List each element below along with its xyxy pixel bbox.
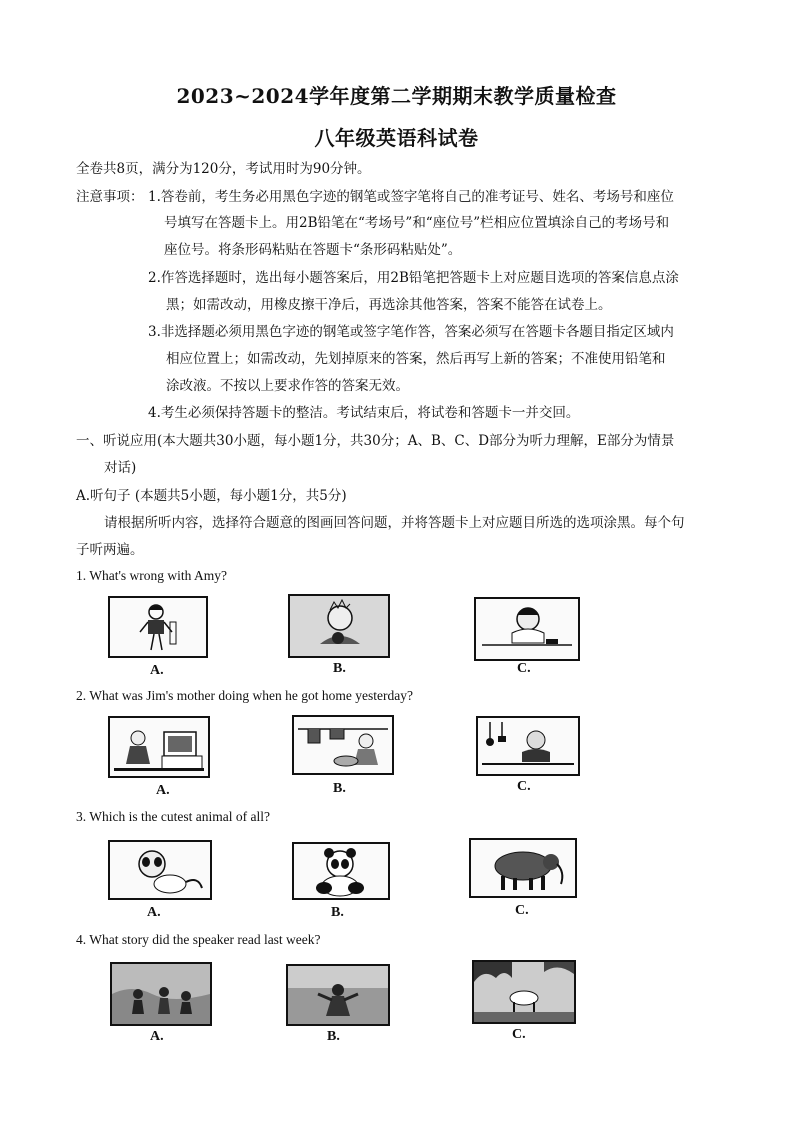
- intro-text: 全卷共8页，满分为120分，考试用时为90分钟。: [76, 161, 371, 177]
- q3-option-c[interactable]: C.: [515, 903, 529, 918]
- q4-picture-a: [110, 962, 212, 1026]
- note-1-line-3: 座位号。将条形码粘贴在答题卡“条形码粘贴处”。: [164, 242, 462, 258]
- q1-picture-b: [288, 594, 390, 658]
- page-title: 2023~2024学年度第二学期期末教学质量检查: [176, 84, 617, 108]
- q2-picture-b: [292, 715, 394, 775]
- q2-option-c[interactable]: C.: [517, 779, 531, 794]
- q2-option-b[interactable]: B.: [333, 781, 346, 796]
- q2-picture-a: [108, 716, 210, 778]
- q4-option-a[interactable]: A.: [150, 1029, 164, 1044]
- note-4: 4.考生必须保持答题卡的整洁。考试结束后，将试卷和答题卡一并交回。: [148, 405, 580, 421]
- page-subtitle: 八年级英语科试卷: [314, 126, 479, 150]
- note-3-line-3: 涂改液。不按以上要求作答的答案无效。: [166, 378, 409, 394]
- part-a-heading: A.听句子 (本题共5小题，每小题1分，共5分): [76, 488, 347, 504]
- note-3-line-2: 相应位置上；如需改动，先划掉原来的答案，然后再写上新的答案；不准使用铅笔和: [166, 351, 666, 367]
- question-3: 3. Which is the cutest animal of all?: [76, 809, 270, 824]
- q1-picture-c: [474, 597, 580, 661]
- note-2-line-1: 2.作答选择题时，选出每小题答案后，用2B铅笔把答题卡上对应题目选项的答案信息点涂: [148, 270, 679, 286]
- note-1-line-2: 号填写在答题卡上。用2B铅笔在“考场号”和“座位号”栏相应位置填涂自己的考场号和: [164, 215, 670, 231]
- note-1-line-1: 1.答卷前，考生务必用黑色字迹的钢笔或签字笔将自己的准考证号、姓名、考场号和座位: [148, 189, 674, 205]
- q1-picture-a: [108, 596, 208, 658]
- q4-picture-c: [472, 960, 576, 1024]
- q2-picture-c: [476, 716, 580, 776]
- q3-picture-c: [469, 838, 577, 898]
- part-a-instruction: 请根据所听内容，选择符合题意的图画回答问题，并将答题卡上对应题目所选的选项涂黑。每个句: [104, 515, 685, 531]
- notes-label: 注意事项：: [76, 189, 144, 205]
- q3-picture-b: [292, 842, 390, 900]
- note-3-line-1: 3.非选择题必须用黑色字迹的钢笔或签字笔作答，答案必须写在答题卡各题目指定区域内: [148, 324, 674, 340]
- q4-option-c[interactable]: C.: [512, 1027, 526, 1042]
- section-1-heading-cont: 对话): [104, 460, 137, 476]
- question-1: 1. What's wrong with Amy?: [76, 568, 228, 583]
- q3-picture-a: [108, 840, 212, 900]
- section-1-heading: 一、听说应用(本大题共30小题，每小题1分，共30分；A、B、C、D部分为听力理解，E部分为情景: [76, 433, 675, 449]
- q1-option-a[interactable]: A.: [150, 663, 164, 678]
- q4-option-b[interactable]: B.: [327, 1029, 340, 1044]
- q3-option-b[interactable]: B.: [331, 905, 344, 920]
- q3-option-a[interactable]: A.: [147, 905, 161, 920]
- q2-option-a[interactable]: A.: [156, 783, 170, 798]
- question-4: 4. What story did the speaker read last week?: [76, 932, 321, 947]
- part-a-instruction-cont: 子听两遍。: [76, 542, 144, 558]
- q1-option-b[interactable]: B.: [333, 661, 346, 676]
- question-2: 2. What was Jim's mother doing when he got home yesterday?: [76, 688, 413, 703]
- note-2-line-2: 黑；如需改动，用橡皮擦干净后，再选涂其他答案，答案不能答在试卷上。: [166, 297, 612, 313]
- q4-picture-b: [286, 964, 390, 1026]
- q1-option-c[interactable]: C.: [517, 661, 531, 676]
